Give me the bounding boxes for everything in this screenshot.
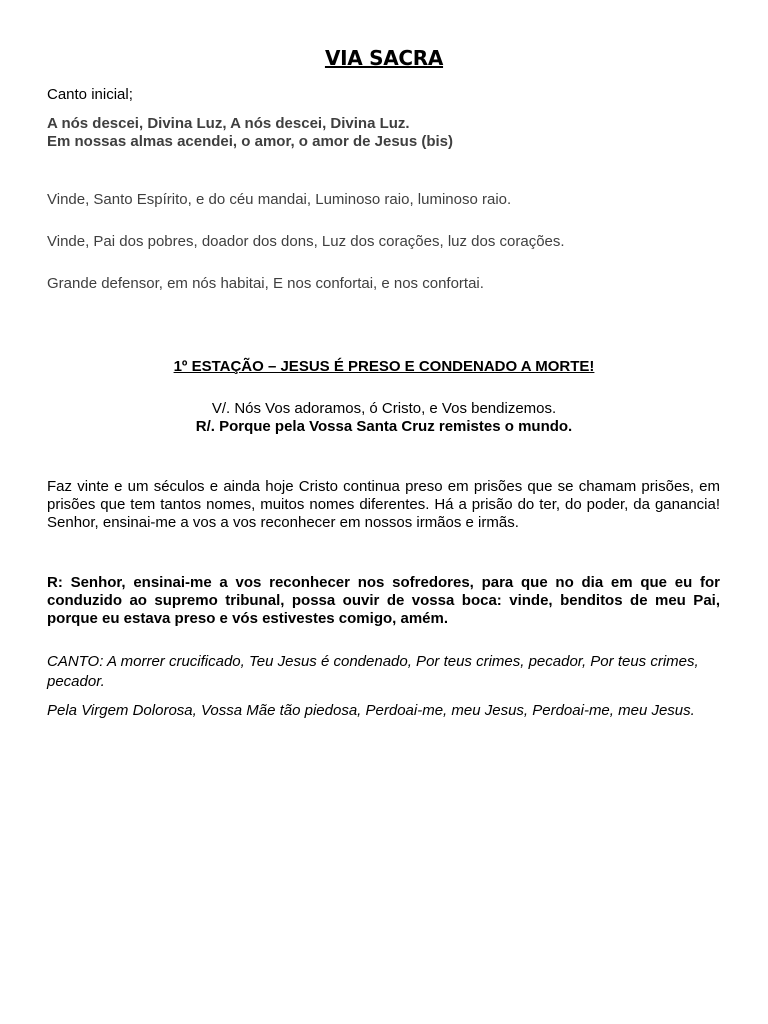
versicle: V/. Nós Vos adoramos, ó Cristo, e Vos bendizemos.: [211, 400, 557, 417]
document-title: VIA SACRA: [324, 46, 444, 70]
verse-2: Vinde, Pai dos pobres, doador dos dons, Luz dos corações, luz dos corações.: [47, 233, 565, 250]
song-refrain-paragraph: Pela Virgem Dolorosa, Vossa Mãe tão piedosa, Perdoai-me, meu Jesus, Perdoai-me, meu Jesus.: [47, 702, 695, 719]
prayer-paragraph: R: Senhor, ensinai-me a vos reconhecer nos sofredores, para que no dia em que eu for conduzido ao supremo tribunal, possa ouvir de vossa boca: vinde, benditos de meu Pai, porque eu estava preso e vós estivestes comigo, amém.: [47, 574, 720, 627]
chorus-line-2: Em nossas almas acendei, o amor, o amor de Jesus (bis): [47, 133, 453, 150]
chorus: [47, 115, 720, 151]
verse-1: Vinde, Santo Espírito, e do céu mandai, Luminoso raio, luminoso raio.: [47, 191, 512, 208]
song-paragraph: CANTO: A morrer crucificado, Teu Jesus é condenado, Por teus crimes, pecador, Por teus crimes, pecador.: [47, 653, 699, 690]
verse-3: Grande defensor, em nós habitai, E nos confortai, e nos confortai.: [47, 275, 484, 292]
station-heading: 1º ESTAÇÃO – JESUS É PRESO E CONDENADO A MORTE!: [173, 358, 595, 375]
response: R/. Porque pela Vossa Santa Cruz remistes o mundo.: [195, 418, 573, 435]
chorus-line-1: A nós descei, Divina Luz, A nós descei, Divina Luz.: [47, 115, 410, 132]
versicle-block: [0, 400, 768, 436]
intro-label: Canto inicial;: [47, 86, 133, 103]
meditation-paragraph: Faz vinte e um séculos e ainda hoje Cristo continua preso em prisões que se chamam prisões, em prisões que tem tantos nomes, muitos nomes diferentes. Há a prisão do ter, do poder, da ganancia! Senhor, ensinai-me a vos a vos reconhecer em nossos irmãos e irmãs.: [47, 478, 720, 531]
